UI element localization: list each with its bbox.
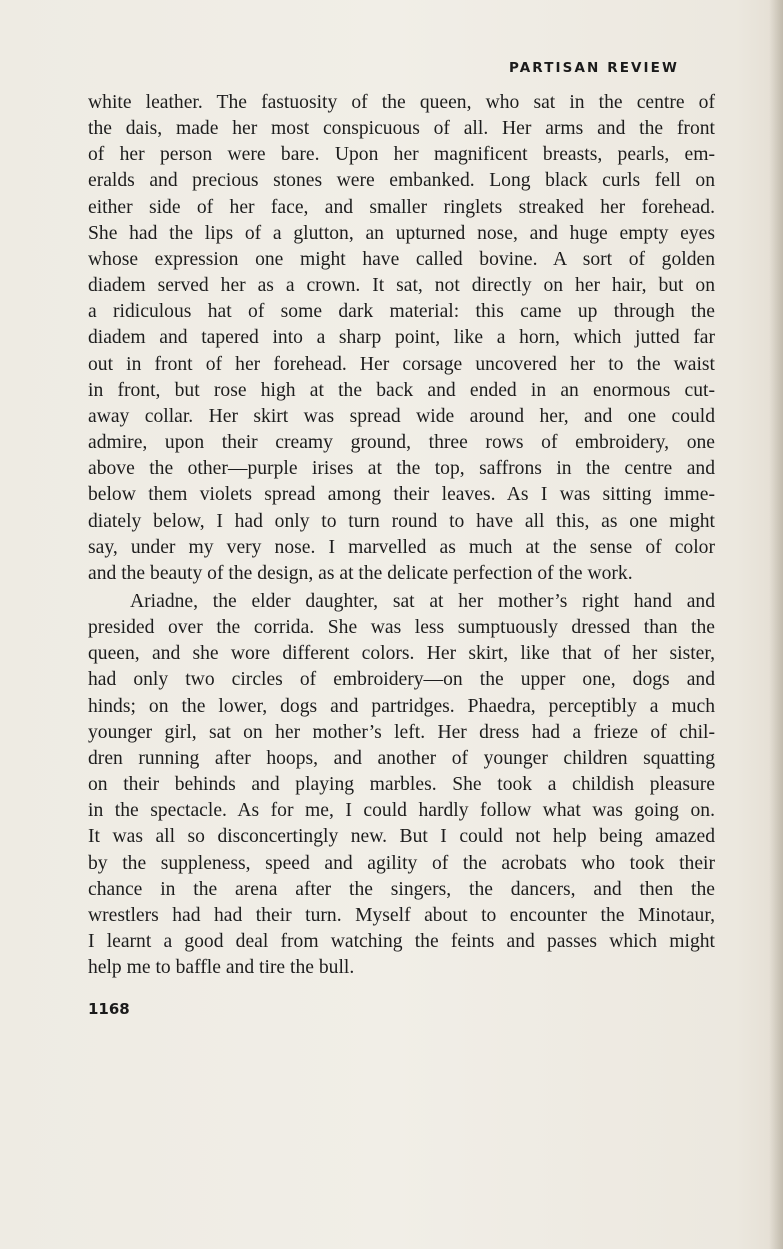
text-line: presided over the corrida. She was less sumptuously dressed than the <box>88 617 715 639</box>
text-line: It was all so disconcertingly new. But I could not help being amazed <box>88 826 715 848</box>
text-line: say, under my very nose. I marvelled as much at the sense of color <box>88 536 715 558</box>
text-line: by the suppleness, speed and agility of the acrobats who took their <box>88 852 715 874</box>
text-line: the dais, made her most conspicuous of all. Her arms and the front <box>88 118 715 140</box>
text-line: had only two circles of embroidery—on the upper one, dogs and <box>88 669 715 691</box>
text-line: Ariadne, the elder daughter, sat at her mother’s right hand and <box>130 590 715 612</box>
text-line: white leather. The fastuosity of the queen, who sat in the centre of <box>88 92 715 113</box>
text-line: out in front of her forehead. Her corsage uncovered her to the waist <box>88 353 715 375</box>
text-line: on their behinds and playing marbles. She took a childish pleasure <box>88 774 715 796</box>
text-line: help me to baffle and tire the bull. <box>88 957 355 979</box>
text-line: She had the lips of a glutton, an upturned nose, and huge empty eyes <box>88 222 715 244</box>
running-header: PARTISAN REVIEW <box>509 60 679 76</box>
text-line: eralds and precious stones were embanked. Long black curls fell on <box>88 170 715 192</box>
text-line: in the spectacle. As for me, I could hardly follow what was going on. <box>88 800 715 822</box>
page-edge-shadow <box>769 0 783 1249</box>
text-line: younger girl, sat on her mother’s left. Her dress had a frieze of chil- <box>88 721 715 743</box>
text-line: whose expression one might have called bovine. A sort of golden <box>88 248 715 270</box>
text-line: above the other—purple irises at the top, saffrons in the centre and <box>88 458 715 480</box>
page-number: 1168 <box>88 1000 130 1018</box>
text-line: in front, but rose high at the back and ended in an enormous cut- <box>88 379 715 401</box>
text-line: diadem served her as a crown. It sat, not directly on her hair, but on <box>88 275 715 297</box>
text-line: diadem and tapered into a sharp point, like a horn, which jutted far <box>88 327 715 349</box>
text-line: of her person were bare. Upon her magnificent breasts, pearls, em- <box>88 144 715 166</box>
text-line: admire, upon their creamy ground, three rows of embroidery, one <box>88 432 715 454</box>
text-line: diately below, I had only to turn round to have all this, as one might <box>88 510 715 532</box>
body-text <box>88 90 715 981</box>
text-line: I learnt a good deal from watching the feints and passes which might <box>88 931 715 952</box>
paragraph <box>88 589 715 981</box>
text-line: chance in the arena after the singers, the dancers, and then the <box>88 878 715 900</box>
text-line: below them violets spread among their leaves. As I was sitting imme- <box>88 484 715 506</box>
text-line: hinds; on the lower, dogs and partridges. Phaedra, perceptibly a much <box>88 695 715 717</box>
text-line: and the beauty of the design, as at the delicate perfection of the work. <box>88 562 633 584</box>
text-line: a ridiculous hat of some dark material: this came up through the <box>88 301 715 323</box>
text-line: away collar. Her skirt was spread wide around her, and one could <box>88 405 715 427</box>
paragraph <box>88 90 715 587</box>
text-line: wrestlers had had their turn. Myself about to encounter the Minotaur, <box>88 904 715 926</box>
text-line: either side of her face, and smaller ringlets streaked her forehead. <box>88 196 715 218</box>
text-line: queen, and she wore different colors. Her skirt, like that of her sister, <box>88 643 715 665</box>
text-line: dren running after hoops, and another of younger children squatting <box>88 747 715 769</box>
